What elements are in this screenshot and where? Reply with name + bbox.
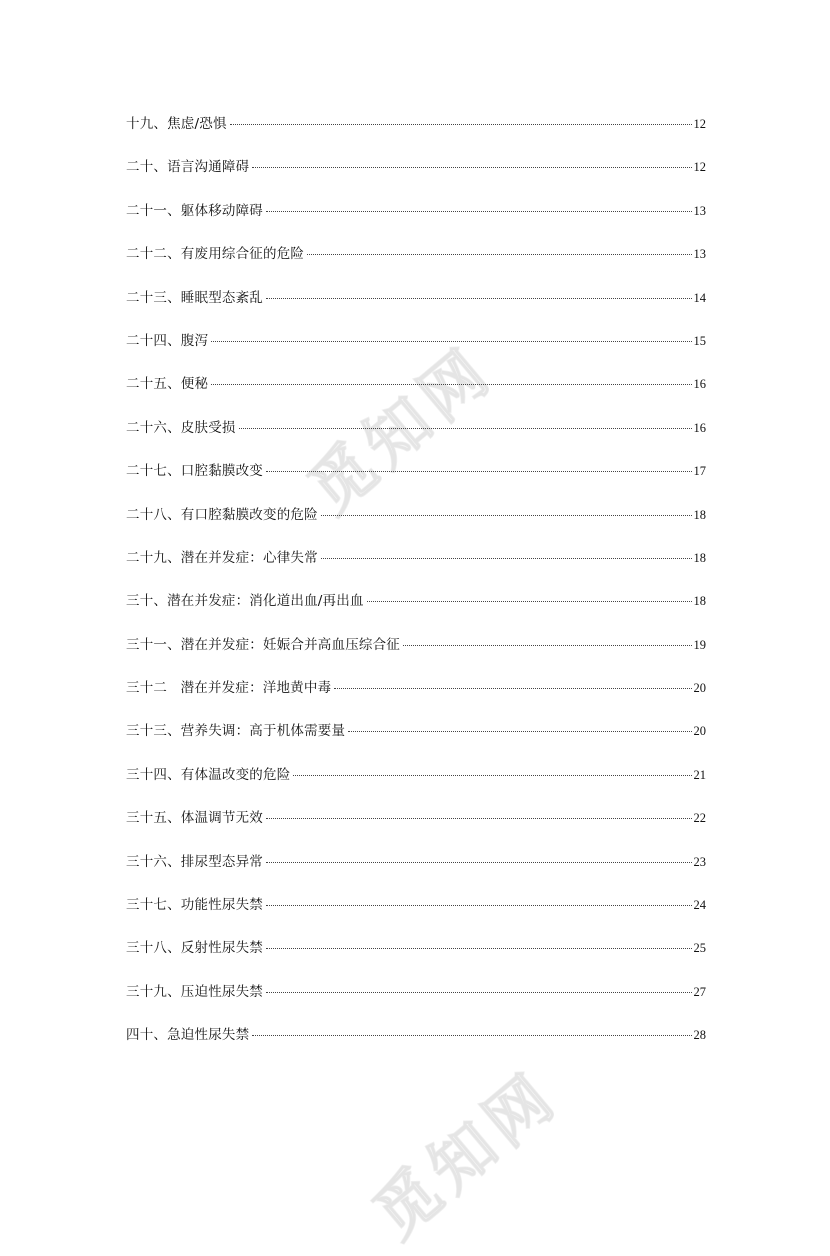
toc-entry-title: 三十四、有体温改变的危险	[126, 766, 291, 783]
toc-page-number: 18	[693, 594, 706, 609]
toc-entry-title: 三十七、功能性尿失禁	[126, 897, 263, 914]
toc-page-number: 27	[693, 984, 706, 999]
toc-page-number: 16	[693, 377, 706, 392]
toc-page-number: 18	[693, 507, 706, 522]
toc-entry[interactable]	[126, 113, 706, 156]
toc-entry-title: 二十七、口腔黏膜改变	[126, 463, 263, 480]
toc-dot-leader	[211, 384, 691, 385]
toc-entry[interactable]	[126, 720, 706, 763]
toc-entry[interactable]	[126, 243, 706, 286]
toc-entry-title: 三十、潜在并发症：消化道出血/再出血	[126, 593, 364, 610]
toc-entry[interactable]	[126, 373, 706, 416]
toc-dot-leader	[403, 645, 692, 646]
toc-dot-leader	[367, 601, 692, 602]
toc-dot-leader	[252, 1035, 691, 1036]
toc-page-number: 13	[693, 203, 706, 218]
toc-entry[interactable]	[126, 200, 706, 243]
toc-entry[interactable]	[126, 981, 706, 1024]
toc-dot-leader	[293, 775, 691, 776]
toc-page-number: 25	[693, 941, 706, 956]
toc-entry[interactable]	[126, 894, 706, 937]
toc-dot-leader	[348, 731, 691, 732]
toc-entry-title: 三十九、压迫性尿失禁	[126, 983, 263, 1000]
toc-entry-title: 二十六、皮肤受损	[126, 419, 236, 436]
toc-page-number: 18	[693, 550, 706, 565]
toc-page-number: 15	[693, 333, 706, 348]
toc-dot-leader	[266, 471, 692, 472]
toc-dot-leader	[252, 167, 691, 168]
toc-page-number: 16	[693, 420, 706, 435]
watermark: 觅知网	[360, 1057, 574, 1254]
toc-entry[interactable]	[126, 1024, 706, 1067]
toc-entry-title: 二十三、睡眠型态紊乱	[126, 289, 263, 306]
toc-page-number: 19	[693, 637, 706, 652]
toc-page-number: 12	[693, 160, 706, 175]
toc-entry-title: 二十九、潜在并发症：心律失常	[126, 549, 318, 566]
toc-entry[interactable]	[126, 937, 706, 980]
toc-page-number: 28	[693, 1028, 706, 1043]
toc-entry-title: 三十六、排尿型态异常	[126, 853, 263, 870]
toc-entry[interactable]	[126, 287, 706, 330]
toc-dot-leader	[321, 515, 692, 516]
toc-dot-leader	[239, 428, 692, 429]
toc-entry-title: 三十三、营养失调：高于机体需要量	[126, 723, 346, 740]
toc-page-number: 13	[693, 247, 706, 262]
toc-page-number: 22	[693, 811, 706, 826]
toc-entry-title: 十九、焦虑/恐惧	[126, 116, 227, 132]
toc-entry-title: 三十八、反射性尿失禁	[126, 940, 263, 957]
toc-entry[interactable]	[126, 851, 706, 894]
toc-page-number: 20	[693, 724, 706, 739]
toc-entry-title: 二十四、腹泻	[126, 332, 209, 349]
toc-entry-title: 二十八、有口腔黏膜改变的危险	[126, 506, 318, 523]
toc-entry-title: 三十五、体温调节无效	[126, 810, 263, 827]
toc-entry-title: 三十一、潜在并发症：妊娠合并高血压综合征	[126, 636, 400, 653]
toc-dot-leader	[266, 211, 692, 212]
toc-page-number: 24	[693, 898, 706, 913]
toc-dot-leader	[266, 862, 692, 863]
toc-dot-leader	[266, 905, 692, 906]
toc-entry-title: 二十五、便秘	[126, 376, 209, 393]
toc-entry[interactable]	[126, 156, 706, 199]
table-of-contents	[126, 113, 706, 1068]
toc-entry[interactable]	[126, 634, 706, 677]
toc-dot-leader	[211, 341, 691, 342]
watermark: 觅知网	[295, 332, 509, 529]
toc-dot-leader	[266, 298, 692, 299]
toc-dot-leader	[321, 558, 692, 559]
toc-dot-leader	[266, 948, 692, 949]
toc-dot-leader	[230, 124, 692, 125]
toc-entry[interactable]	[126, 590, 706, 633]
toc-entry-title: 二十、语言沟通障碍	[126, 159, 250, 176]
toc-entry[interactable]	[126, 330, 706, 373]
toc-entry[interactable]	[126, 764, 706, 807]
toc-page-number: 21	[693, 767, 706, 782]
toc-page-number: 23	[693, 854, 706, 869]
toc-page-number: 20	[693, 681, 706, 696]
toc-entry[interactable]	[126, 547, 706, 590]
toc-page-number: 14	[693, 290, 706, 305]
toc-entry-title: 三十二 潜在并发症：洋地黄中毒	[126, 680, 332, 697]
toc-entry[interactable]	[126, 807, 706, 850]
toc-dot-leader	[266, 818, 692, 819]
toc-entry-title: 二十一、躯体移动障碍	[126, 202, 263, 219]
toc-entry[interactable]	[126, 504, 706, 547]
toc-entry-title: 二十二、有废用综合征的危险	[126, 246, 305, 263]
toc-dot-leader	[307, 254, 691, 255]
toc-entry-title: 四十、急迫性尿失禁	[126, 1027, 250, 1044]
toc-page-number: 17	[693, 464, 706, 479]
toc-entry[interactable]	[126, 677, 706, 720]
toc-entry[interactable]	[126, 460, 706, 503]
toc-dot-leader	[266, 992, 692, 993]
toc-page-number: 12	[693, 117, 706, 131]
toc-entry[interactable]	[126, 417, 706, 460]
toc-dot-leader	[334, 688, 691, 689]
